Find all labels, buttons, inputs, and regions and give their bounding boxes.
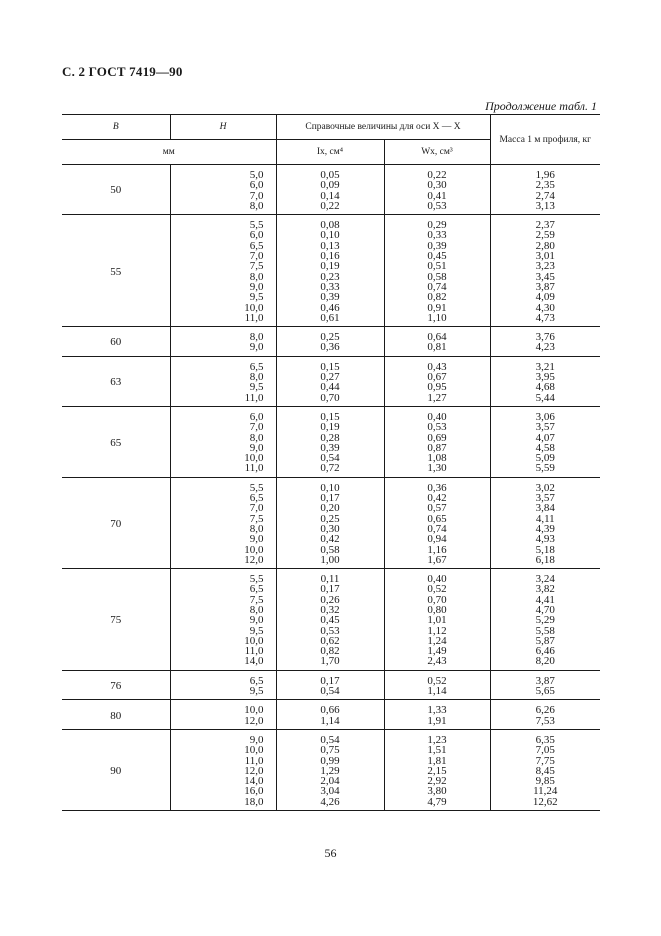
cell-value: 0,53 <box>320 624 340 637</box>
cell-value: 5,18 <box>535 543 555 556</box>
cell-value: 3,76 <box>535 331 555 344</box>
cell-value: 6,46 <box>535 645 555 658</box>
cell-h <box>170 477 276 568</box>
cell-ix <box>276 670 384 700</box>
cell-mass <box>490 165 600 215</box>
cell-value: 11,0 <box>244 754 264 767</box>
cell-b: 60 <box>62 327 170 357</box>
cell-value: 0,41 <box>427 189 447 202</box>
cell-value: 0,81 <box>427 341 447 354</box>
cell-value: 2,04 <box>320 775 340 788</box>
cell-wx <box>384 406 490 477</box>
cell-value: 8,20 <box>535 655 555 668</box>
cell-wx <box>384 569 490 671</box>
cell-value: 1,16 <box>427 543 447 556</box>
cell-value: 0,27 <box>320 371 340 384</box>
col-b-header: B <box>62 115 170 140</box>
table-row <box>62 215 600 327</box>
cell-value: 0,53 <box>427 421 447 434</box>
cell-value: 5,09 <box>535 452 555 465</box>
cell-value: 0,95 <box>427 381 447 394</box>
cell-value: 6,5 <box>249 674 264 687</box>
cell-value: 0,61 <box>320 311 340 324</box>
cell-value: 0,52 <box>427 674 447 687</box>
cell-value: 0,62 <box>320 634 340 647</box>
cell-value: 0,17 <box>320 674 340 687</box>
cell-value: 2,43 <box>427 655 447 668</box>
cell-value: 10,0 <box>244 543 264 556</box>
cell-value: 0,08 <box>320 219 340 232</box>
cell-b: 75 <box>62 569 170 671</box>
cell-value: 5,5 <box>249 481 264 494</box>
cell-ix <box>276 327 384 357</box>
cell-value: 11,0 <box>244 462 264 475</box>
cell-h <box>170 569 276 671</box>
cell-value: 0,57 <box>427 502 447 515</box>
cell-value: 0,09 <box>320 179 340 192</box>
cell-value: 1,70 <box>320 655 340 668</box>
cell-value: 6,26 <box>535 704 555 717</box>
cell-value: 11,0 <box>244 311 264 324</box>
reference-values-header: Справочные величины для оси X — X <box>276 115 490 140</box>
cell-value: 0,13 <box>320 239 340 252</box>
cell-value: 1,51 <box>427 744 447 757</box>
cell-value: 8,0 <box>249 522 264 535</box>
cell-value: 0,36 <box>320 341 340 354</box>
cell-value: 12,0 <box>244 553 264 566</box>
cell-value: 4,26 <box>320 795 340 808</box>
page-number: 56 <box>324 846 337 860</box>
cell-mass <box>490 327 600 357</box>
cell-h <box>170 327 276 357</box>
cell-h <box>170 729 276 810</box>
cell-ix <box>276 729 384 810</box>
cell-value: 6,5 <box>249 239 264 252</box>
cell-value: 0,40 <box>427 573 447 586</box>
cell-value: 3,23 <box>535 260 555 273</box>
cell-value: 0,17 <box>320 492 340 505</box>
cell-value: 10,0 <box>244 301 264 314</box>
cell-value: 12,0 <box>244 764 264 777</box>
cell-value: 8,45 <box>535 764 555 777</box>
cell-value: 3,95 <box>535 371 555 384</box>
cell-value: 11,0 <box>244 645 264 658</box>
cell-b: 76 <box>62 670 170 700</box>
cell-value: 0,66 <box>320 704 340 717</box>
cell-value: 4,58 <box>535 441 555 454</box>
cell-value: 0,54 <box>320 452 340 465</box>
cell-value: 0,10 <box>320 229 340 242</box>
cell-wx <box>384 477 490 568</box>
cell-value: 8,0 <box>249 270 264 283</box>
cell-value: 1,81 <box>427 754 447 767</box>
cell-value: 0,33 <box>427 229 447 242</box>
cell-value: 4,79 <box>427 795 447 808</box>
cell-value: 0,11 <box>320 573 340 586</box>
cell-wx <box>384 165 490 215</box>
profile-table <box>62 114 600 811</box>
cell-value: 2,80 <box>535 239 555 252</box>
cell-value: 9,85 <box>535 775 555 788</box>
cell-value: 0,54 <box>320 733 340 746</box>
cell-value: 0,42 <box>427 492 447 505</box>
cell-value: 1,96 <box>535 169 555 181</box>
cell-value: 1,23 <box>427 733 447 746</box>
cell-value: 12,62 <box>532 795 558 808</box>
cell-mass <box>490 729 600 810</box>
cell-value: 18,0 <box>244 795 264 808</box>
cell-value: 3,21 <box>535 360 555 373</box>
cell-b: 65 <box>62 406 170 477</box>
cell-value: 10,0 <box>244 704 264 717</box>
cell-h <box>170 406 276 477</box>
cell-value: 3,01 <box>535 250 555 263</box>
cell-wx <box>384 700 490 730</box>
cell-value: 1,91 <box>427 714 447 727</box>
cell-value: 1,14 <box>320 714 340 727</box>
cell-value: 0,58 <box>427 270 447 283</box>
cell-value: 9,5 <box>249 291 264 304</box>
table-continuation-caption: Продолжение табл. 1 <box>485 99 597 113</box>
cell-value: 1,33 <box>427 704 447 717</box>
cell-value: 1,01 <box>427 614 447 627</box>
cell-value: 3,24 <box>535 573 555 586</box>
cell-value: 0,19 <box>320 260 340 273</box>
table-row <box>62 406 600 477</box>
cell-value: 0,80 <box>427 603 447 616</box>
cell-value: 0,43 <box>427 360 447 373</box>
cell-value: 3,13 <box>535 199 555 212</box>
cell-value: 7,75 <box>535 754 555 767</box>
cell-h <box>170 670 276 700</box>
cell-b: 55 <box>62 215 170 327</box>
cell-value: 7,0 <box>249 189 264 202</box>
cell-value: 0,28 <box>320 431 340 444</box>
cell-value: 0,15 <box>320 410 340 423</box>
table-row <box>62 165 600 215</box>
cell-value: 0,22 <box>427 169 447 181</box>
cell-value: 0,22 <box>320 199 340 212</box>
cell-wx <box>384 356 490 406</box>
cell-value: 0,64 <box>427 331 447 344</box>
cell-value: 0,23 <box>320 270 340 283</box>
cell-h <box>170 700 276 730</box>
cell-value: 1,67 <box>427 553 447 566</box>
cell-value: 3,80 <box>427 785 447 798</box>
cell-value: 3,57 <box>535 492 555 505</box>
cell-value: 0,39 <box>320 441 340 454</box>
cell-b: 90 <box>62 729 170 810</box>
cell-value: 2,59 <box>535 229 555 242</box>
cell-value: 5,5 <box>249 219 264 232</box>
cell-value: 0,82 <box>320 645 340 658</box>
cell-value: 6,0 <box>249 410 264 423</box>
cell-value: 0,87 <box>427 441 447 454</box>
cell-value: 0,40 <box>427 410 447 423</box>
cell-ix <box>276 215 384 327</box>
cell-value: 3,84 <box>535 502 555 515</box>
cell-h <box>170 356 276 406</box>
cell-value: 0,30 <box>320 522 340 535</box>
cell-mass <box>490 700 600 730</box>
cell-value: 1,12 <box>427 624 447 637</box>
cell-value: 2,35 <box>535 179 555 192</box>
cell-value: 6,18 <box>535 553 555 566</box>
cell-value: 8,0 <box>249 331 264 344</box>
cell-value: 6,0 <box>249 229 264 242</box>
cell-value: 0,20 <box>320 502 340 515</box>
cell-value: 1,10 <box>427 311 447 324</box>
cell-mass <box>490 569 600 671</box>
cell-value: 0,65 <box>427 512 447 525</box>
cell-value: 0,53 <box>427 199 447 212</box>
cell-wx <box>384 729 490 810</box>
cell-value: 3,87 <box>535 674 555 687</box>
cell-value: 0,32 <box>320 603 340 616</box>
cell-ix <box>276 569 384 671</box>
cell-value: 7,0 <box>249 421 264 434</box>
cell-ix <box>276 356 384 406</box>
cell-value: 14,0 <box>244 655 264 668</box>
cell-value: 0,26 <box>320 593 340 606</box>
cell-value: 1,00 <box>320 553 340 566</box>
cell-value: 6,5 <box>249 583 264 596</box>
cell-value: 0,19 <box>320 421 340 434</box>
cell-value: 6,0 <box>249 179 264 192</box>
cell-value: 0,70 <box>427 593 447 606</box>
cell-value: 0,30 <box>427 179 447 192</box>
cell-ix <box>276 477 384 568</box>
cell-value: 0,05 <box>320 169 340 181</box>
cell-value: 4,68 <box>535 381 555 394</box>
cell-value: 3,45 <box>535 270 555 283</box>
cell-mass <box>490 215 600 327</box>
cell-ix <box>276 700 384 730</box>
cell-value: 7,0 <box>249 502 264 515</box>
cell-value: 9,5 <box>249 381 264 394</box>
cell-value: 1,49 <box>427 645 447 658</box>
cell-value: 7,5 <box>249 593 264 606</box>
col-h-header: H <box>170 115 276 140</box>
cell-value: 10,0 <box>244 634 264 647</box>
cell-value: 2,92 <box>427 775 447 788</box>
cell-b: 70 <box>62 477 170 568</box>
cell-value: 0,69 <box>427 431 447 444</box>
cell-h <box>170 165 276 215</box>
cell-value: 5,44 <box>535 391 555 404</box>
cell-value: 4,73 <box>535 311 555 324</box>
table-row <box>62 327 600 357</box>
cell-value: 4,93 <box>535 533 555 546</box>
cell-b: 50 <box>62 165 170 215</box>
cell-value: 1,30 <box>427 462 447 475</box>
cell-value: 10,0 <box>244 452 264 465</box>
cell-h <box>170 215 276 327</box>
cell-value: 4,70 <box>535 603 555 616</box>
cell-value: 0,70 <box>320 391 340 404</box>
cell-value: 10,0 <box>244 744 264 757</box>
cell-value: 4,30 <box>535 301 555 314</box>
cell-value: 0,99 <box>320 754 340 767</box>
cell-value: 0,15 <box>320 360 340 373</box>
cell-value: 6,35 <box>535 733 555 746</box>
cell-value: 0,39 <box>320 291 340 304</box>
cell-value: 12,0 <box>244 714 264 727</box>
table-row <box>62 356 600 406</box>
cell-value: 9,5 <box>249 685 264 698</box>
cell-value: 6,5 <box>249 360 264 373</box>
cell-ix <box>276 165 384 215</box>
cell-value: 8,0 <box>249 371 264 384</box>
cell-value: 5,29 <box>535 614 555 627</box>
cell-value: 7,53 <box>535 714 555 727</box>
cell-mass <box>490 670 600 700</box>
cell-value: 0,72 <box>320 462 340 475</box>
cell-value: 5,87 <box>535 634 555 647</box>
cell-value: 1,08 <box>427 452 447 465</box>
cell-value: 5,59 <box>535 462 555 475</box>
cell-value: 9,0 <box>249 614 264 627</box>
cell-value: 4,07 <box>535 431 555 444</box>
cell-value: 9,0 <box>249 533 264 546</box>
cell-value: 4,39 <box>535 522 555 535</box>
cell-value: 0,14 <box>320 189 340 202</box>
cell-value: 4,11 <box>535 512 555 525</box>
cell-value: 4,23 <box>535 341 555 354</box>
cell-value: 3,57 <box>535 421 555 434</box>
cell-value: 0,44 <box>320 381 340 394</box>
cell-value: 1,14 <box>427 685 447 698</box>
cell-value: 0,52 <box>427 583 447 596</box>
cell-value: 0,33 <box>320 280 340 293</box>
cell-value: 0,25 <box>320 331 340 344</box>
cell-value: 0,74 <box>427 522 447 535</box>
cell-value: 9,0 <box>249 733 264 746</box>
cell-value: 3,04 <box>320 785 340 798</box>
cell-value: 9,0 <box>249 280 264 293</box>
cell-wx <box>384 327 490 357</box>
table-row <box>62 477 600 568</box>
cell-value: 4,09 <box>535 291 555 304</box>
table-row <box>62 729 600 810</box>
cell-value: 0,54 <box>320 685 340 698</box>
cell-value: 11,24 <box>533 785 558 798</box>
table-row <box>62 569 600 671</box>
cell-mass <box>490 477 600 568</box>
cell-value: 0,82 <box>427 291 447 304</box>
cell-value: 0,91 <box>427 301 447 314</box>
cell-b: 63 <box>62 356 170 406</box>
cell-value: 8,0 <box>249 199 264 212</box>
cell-value: 0,58 <box>320 543 340 556</box>
cell-value: 0,16 <box>320 250 340 263</box>
cell-value: 0,10 <box>320 481 340 494</box>
cell-value: 7,5 <box>249 512 264 525</box>
cell-value: 5,58 <box>535 624 555 637</box>
cell-value: 1,24 <box>427 634 447 647</box>
cell-value: 7,0 <box>249 250 264 263</box>
mass-header: Масса 1 м профиля, кг <box>490 115 600 165</box>
cell-value: 7,5 <box>249 260 264 273</box>
cell-value: 4,41 <box>535 593 555 606</box>
cell-value: 0,39 <box>427 239 447 252</box>
cell-value: 3,02 <box>535 481 555 494</box>
cell-ix <box>276 406 384 477</box>
cell-value: 0,51 <box>427 260 447 273</box>
table-row <box>62 700 600 730</box>
cell-value: 6,5 <box>249 492 264 505</box>
cell-value: 7,05 <box>535 744 555 757</box>
cell-value: 1,29 <box>320 764 340 777</box>
cell-value: 0,94 <box>427 533 447 546</box>
cell-value: 0,45 <box>320 614 340 627</box>
cell-value: 16,0 <box>244 785 264 798</box>
table-row <box>62 670 600 700</box>
cell-value: 9,5 <box>249 624 264 637</box>
cell-value: 14,0 <box>244 775 264 788</box>
cell-value: 9,0 <box>249 441 264 454</box>
cell-value: 0,67 <box>427 371 447 384</box>
cell-value: 8,0 <box>249 603 264 616</box>
document-header: С. 2 ГОСТ 7419—90 <box>62 64 183 79</box>
cell-value: 0,46 <box>320 301 340 314</box>
cell-value: 0,36 <box>427 481 447 494</box>
cell-wx <box>384 215 490 327</box>
unit-mm-header: мм <box>62 140 276 165</box>
wx-header: Wx, см³ <box>384 140 490 165</box>
cell-value: 5,0 <box>249 169 264 181</box>
cell-value: 3,06 <box>535 410 555 423</box>
cell-value: 9,0 <box>249 341 264 354</box>
cell-b: 80 <box>62 700 170 730</box>
cell-value: 2,15 <box>427 764 447 777</box>
cell-value: 3,87 <box>535 280 555 293</box>
cell-value: 8,0 <box>249 431 264 444</box>
cell-value: 0,17 <box>320 583 340 596</box>
cell-value: 11,0 <box>244 391 264 404</box>
cell-value: 3,82 <box>535 583 555 596</box>
cell-value: 0,42 <box>320 533 340 546</box>
cell-mass <box>490 406 600 477</box>
cell-value: 0,25 <box>320 512 340 525</box>
cell-value: 0,75 <box>320 744 340 757</box>
ix-header: Ix, см⁴ <box>276 140 384 165</box>
cell-mass <box>490 356 600 406</box>
cell-value: 1,27 <box>427 391 447 404</box>
cell-value: 0,74 <box>427 280 447 293</box>
cell-value: 5,5 <box>249 573 264 586</box>
cell-value: 0,45 <box>427 250 447 263</box>
cell-value: 0,29 <box>427 219 447 232</box>
cell-value: 2,74 <box>535 189 555 202</box>
cell-value: 5,65 <box>535 685 555 698</box>
cell-value: 2,37 <box>535 219 555 232</box>
cell-wx <box>384 670 490 700</box>
